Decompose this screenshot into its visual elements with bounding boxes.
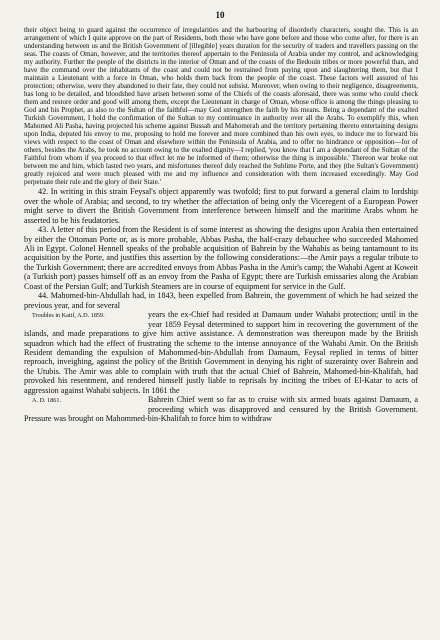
document-body — [24, 26, 418, 424]
margin-note-1861: A. D. 1861. — [32, 397, 62, 405]
paragraph-44-intro: 44. Mahomed-bin-Abdullah had, in 1843, been expelled from Bahrein, the government of which he had seized the previous year, and for several — [24, 291, 418, 310]
quoted-letter-paragraph: their object being to guard against the occurrence of irregularities and the harbouring of disorderly characters, sought the. This is an arrangement of which I quite approve on the part of Residents, both those who have gone before and those who come after, for there is an understanding between us and the British Government of [illegible] years duration for the security of traders and travellers passing on the seas. The coasts of Oman, however, and the territories thereof appertain to the Peninsula of Arabia under my control, and acknowledging my authority. Further the people of the districts in the interior of Oman and of the coasts of the Bedouin tribes or more powerful than, and have the command over the inhabitants of the coast and could not be restrained from paying upon and slaughtering them, but that I maintain a Lieutenant with a force in Oman, who holds them back from the people of the coast. These factors well assured of his protection; otherwise, were they abandoned to their fate, they could not subsist. Moreover, when owing to their negligence, disagreements, has long to be detailed, and bloodshed have arisen between some of the Chiefs of the coasts aforesaid, there was some who could check them and restore order and good will among them, except the Lieutenant in charge of Oman, whose office is among the things pleasing to God and his Prophet, as also to the Sultan of the faithful—may God strengthen the faith by his means. Being a dependant of the exalted Turkish Government, I hold the confirmation of the Sultan to my continuance in authority over all the Arabs. To exemplify this, when Mahomed Ali Pasha, having projected his scheme against Bussah and Mahomerah and the territory pertaining thereto entertaining designs upon India, deputed his envoy to me, proposing to hold me forever and more combined than his own eyes, to induce me to forward his views with respect to the coast of Oman and elsewhere within the Peninsula of Arabia, and to offer no hindrance or opposition—for of others, besides the Arabs, he took no account owing to the exalted dignity—I replied, 'you know that I am a dependant of the Sultan of the Faithful from whom if yea proceed to that effect let me be informed of them; otherwise the thing is impossible.' Thereon war broke out between me and him, which lasted two years, and misfortunes thereof duly reached the Sublime Porte, and they (the Sultan's Government) greatly rejoiced and were much pleased with me and my influence and consideration with them increased exceedingly. May God perpetuate their rule and the glory of their State.' — [24, 26, 418, 187]
paragraph-44-continued: years the ex-Chief had resided at Damaum under Wahabi protection; until in the year 1859 Feysal determined to support him in recovering the government of the islands, and made preparations to give him active assistance. A demonstration was thereupon made by the British squadron which had the effect of frustrating the scheme to the intense annoyance of the Wahabi Amir. On the British Resident demanding the expulsion of Mahommed-bin-Abdullah from Damaum, Feysal replied in terms of bitter reproach, inveighing, against the policy of the British Government in denying his right of suzerainty over Bahrein and the Utubis. The Amir was able to complain with truth that the actual Chief of Bahrein, Mahomed-bin-Khalifah, had provoked his resentment, and rendered himself justly liable to reprisals by inciting the tribes of El-Katar to acts of aggression against Wahabi subjects. In 1861 the — [24, 310, 418, 395]
paragraph-44-block — [24, 310, 418, 395]
paragraph-43: 43. A letter of this period from the Resident is of some interest as showing the designs upon Arabia then entertained by either the Ottoman Porte or, as is more probable, Abbas Pasha, the half-crazy debauchee who succeeded Mahomed Ali in Egypt. Colonel Hennell speaks of the probable acquisition of Bahrein by the Wahabis as being tantamount to its acquisition by the Porte, and justifies this assertion by the following considerations:—the Amir pays a regular tribute to the Turkish Government; there are accredited envoys from Abbas Pasha in the Amir's camp; the Wahabi Agent at Koweit (a Turkish port) passes himself off as an envoy from the Pasha of Egypt; there are Turkish emissaries along the Arabian Coast of the Persian Gulf; and Turkish Steamers are in course of equipment for service in the Gulf. — [24, 225, 418, 291]
page-number: 10 — [215, 10, 225, 20]
margin-note-katif: Troubles in Katif, A.D. 1859. — [32, 312, 105, 320]
paragraph-42: 42. In writing in this strain Feysal's object apparently was twofold; first to put forward a general claim to lordship over the whole of Arabia; and second, to try whether the affectation of being only the Viceregent of a European Power might serve to divert the British Government from interference between himself and the maritime Arabs whom he asserted to be his feudatories. — [24, 187, 418, 225]
paragraph-44-end-block — [24, 395, 418, 423]
paragraph-44-end: Bahrein Chief went so far as to cruise with six armed boats against Damaum, a proceeding which was disapproved and censured by the British Government. Pressure was brought on Mahommed-bin-Khalifah to force him to withdraw — [24, 395, 418, 424]
